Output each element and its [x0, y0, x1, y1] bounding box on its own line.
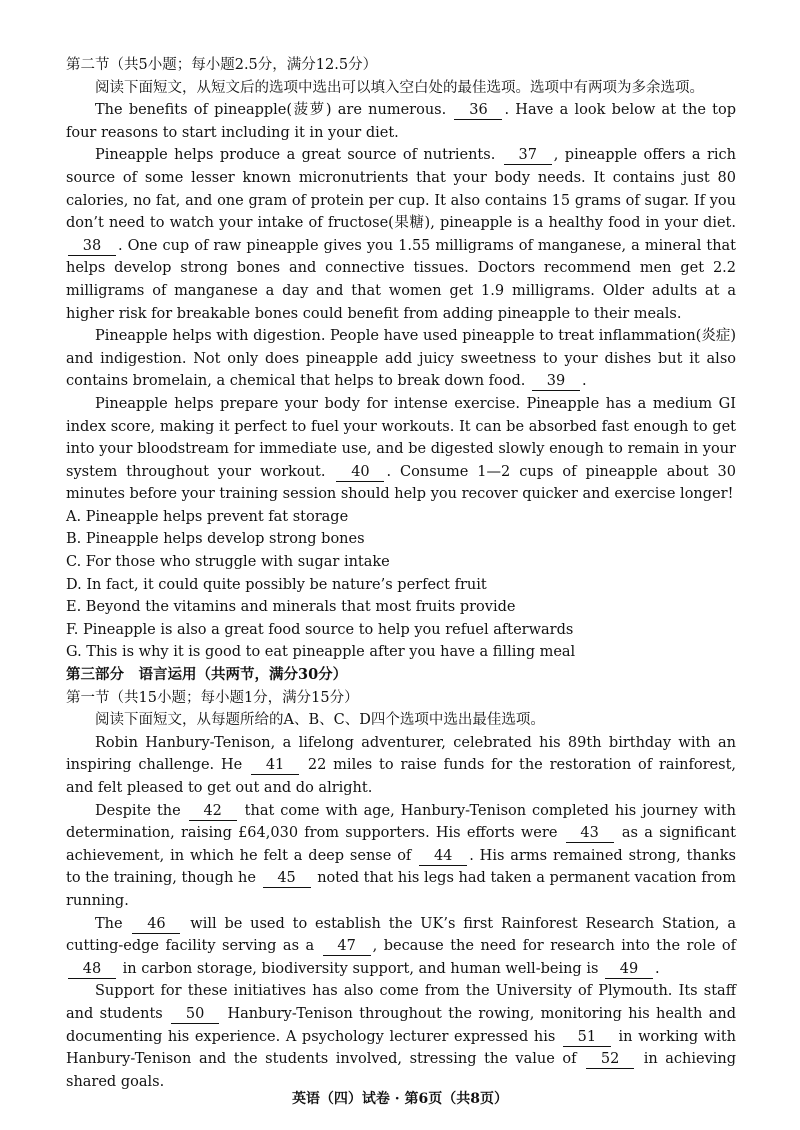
text-run: Pineapple helps prepare your body for intense exercise. Pineapple has a medium GI index score, making it perfect to fuel your workouts. It can be absorbed fast enough to get into your bloodstream for immediate use, and be digested slowly enough to remain in your system throughout your workout.	[66, 395, 736, 480]
passage-paragraph-4	[66, 393, 736, 506]
text-run: The benefits of pineapple(菠萝) are numerous.	[95, 102, 447, 119]
blank-44[interactable]: 44	[419, 848, 467, 866]
passage-paragraph-2	[66, 144, 736, 325]
text-run: , because the need for research into the role of	[372, 938, 736, 955]
part3-instruction: 阅读下面短文，从每题所给的A、B、C、D四个选项中选出最佳选项。	[95, 712, 545, 729]
option-b[interactable]: B. Pineapple helps develop strong bones	[66, 531, 365, 548]
text-run: . Consume 1—2 cups of pineapple about 30 minutes before your training session should help you recover quicker and exercise longer!	[66, 463, 737, 503]
page-footer: 英语（四）试卷 · 第6页（共8页）	[291, 1091, 509, 1107]
text-run: , pineapple offers a rich source of some lesser known micronutrients that your body needs. It contains just 80 calories, no fat, and one gram of protein per cup. It also contains 15 grams of sugar. If you don’t need to watch your intake of fructose(果糖), pineapple is a healthy food in your diet.	[66, 147, 736, 232]
blank-47[interactable]: 47	[323, 938, 371, 956]
text-run: . One cup of raw pineapple gives you 1.55 milligrams of manganese, a mineral that helps develop strong bones and connective tissues. Doctors recommend men get 2.2 milligrams of manganese a day and that women get 1.9 milligrams. Older adults at a higher risk for breakable bones could benefit from adding pineapple to their meals.	[66, 237, 736, 322]
blank-37[interactable]: 37	[504, 147, 552, 165]
blank-41[interactable]: 41	[251, 757, 299, 775]
option-f[interactable]: F. Pineapple is also a great food source to help you refuel afterwards	[66, 621, 574, 638]
blank-49[interactable]: 49	[605, 961, 653, 979]
blank-36[interactable]: 36	[454, 102, 502, 120]
part3-subtitle: 第一节（共15小题；每小题1分，满分15分）	[66, 689, 359, 706]
text-run: that come with age, Hanbury-Tenison completed his journey with determination, raising £64,030 from supporters. His efforts were	[66, 802, 737, 842]
text-run: Robin Hanbury-Tenison, a lifelong adventurer, celebrated his 89th birthday with an inspiring challenge. He	[66, 734, 736, 774]
option-c[interactable]: C. For those who struggle with sugar intake	[66, 554, 390, 571]
option-g[interactable]: G. This is why it is good to eat pineapple after you have a filling meal	[66, 644, 576, 661]
section2-instruction: 阅读下面短文，从短文后的选项中选出可以填入空白处的最佳选项。选项中有两项为多余选项。	[95, 79, 704, 96]
blank-46[interactable]: 46	[132, 916, 180, 934]
blank-48[interactable]: 48	[68, 961, 116, 979]
option-a[interactable]: A. Pineapple helps prevent fat storage	[66, 508, 349, 525]
blank-42[interactable]: 42	[189, 803, 237, 821]
blank-43[interactable]: 43	[566, 825, 614, 843]
text-run: noted that his legs had taken a permanent vacation from running.	[66, 870, 737, 909]
text-run: The	[95, 915, 123, 932]
text-run: 22 miles to raise funds for the restoration of rainforest, and felt pleased to get out and do alright.	[66, 757, 737, 796]
blank-38[interactable]: 38	[68, 238, 116, 256]
text-run: Despite the	[95, 802, 181, 819]
text-run: .	[581, 373, 587, 390]
blank-40[interactable]: 40	[336, 464, 384, 482]
options-list	[66, 506, 736, 664]
cloze-paragraph-1	[66, 732, 736, 800]
part3-title: 第三部分 语言运用（共两节，满分30分）	[66, 666, 348, 684]
cloze-paragraph-2	[66, 800, 736, 913]
section2-title: 第二节（共5小题；每小题2.5分，满分12.5分）	[66, 57, 378, 73]
blank-50[interactable]: 50	[171, 1006, 219, 1024]
text-run: will be used to establish the UK’s first Rainforest Research Station, a cutting-edge facility serving as a	[66, 915, 736, 955]
text-run: Hanbury-Tenison throughout the rowing, monitoring his health and documenting his experience. A psychology lecturer expressed his	[66, 1005, 737, 1045]
text-run: . Have a look below at the top four reasons to start including it in your diet.	[66, 102, 736, 141]
blank-51[interactable]: 51	[563, 1029, 611, 1047]
text-run: in carbon storage, biodiversity support, and human well-being is	[122, 960, 599, 977]
cloze-paragraph-3	[66, 913, 736, 981]
option-d[interactable]: D. In fact, it could quite possibly be nature’s perfect fruit	[66, 576, 487, 593]
blank-39[interactable]: 39	[532, 373, 580, 391]
text-run: as a significant achievement, in which he felt a deep sense of	[66, 825, 737, 864]
text-run: Pineapple helps produce a great source of nutrients.	[95, 147, 496, 164]
text-run: Pineapple helps with digestion. People have used pineapple to treat inflammation(炎症) and indigestion. Not only does pineapple add juicy sweetness to your dishes but it also contains bromelain, a chemical that helps to break down food.	[66, 328, 736, 390]
option-e[interactable]: E. Beyond the vitamins and minerals that most fruits provide	[66, 599, 516, 616]
text-run: .	[655, 960, 660, 977]
blank-52[interactable]: 52	[586, 1051, 634, 1069]
text-run: in achieving shared goals.	[66, 1051, 737, 1090]
text-run: Support for these initiatives has also come from the University of Plymouth. Its staff and students	[66, 983, 736, 1022]
text-run: in working with Hanbury-Tenison and the students involved, stressing the value of	[66, 1028, 736, 1068]
cloze-paragraph-4	[66, 980, 736, 1093]
passage-paragraph-1	[66, 99, 736, 144]
passage-paragraph-3	[66, 325, 736, 393]
text-run: . His arms remained strong, thanks to the training, though he	[66, 847, 736, 887]
blank-45[interactable]: 45	[263, 870, 311, 888]
